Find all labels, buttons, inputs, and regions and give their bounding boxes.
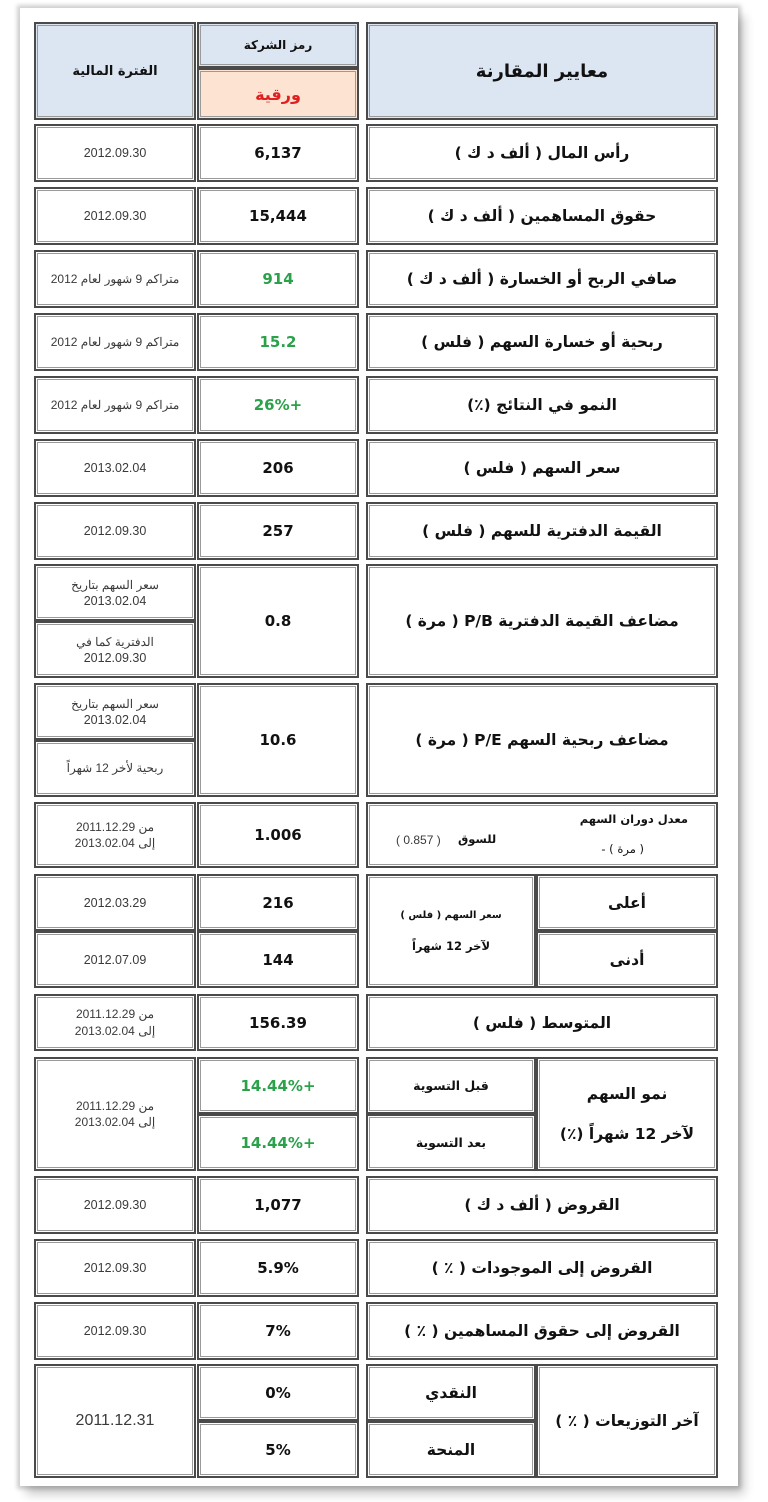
row-period: 2013.02.04 xyxy=(34,439,196,497)
dividends-cash-value: 0% xyxy=(197,1364,359,1421)
row-value: 1,077 xyxy=(197,1176,359,1234)
row-criterion: ربحية أو خسارة السهم ( فلس ) xyxy=(366,313,718,371)
low-date: 2012.07.09 xyxy=(34,931,196,988)
row-period: متراكم 9 شهور لعام 2012 xyxy=(34,313,196,371)
pe-period-earnings: ربحية لأخر 12 شهراً xyxy=(34,740,196,797)
growth-before-label: قبل التسوية xyxy=(366,1057,536,1114)
row-criterion: القروض إلى الموجودات ( ٪ ) xyxy=(366,1239,718,1297)
price-range-group: سعر السهم ( فلس ) لآخر 12 شهراً xyxy=(366,874,536,988)
growth-before-value: 14.44%+ xyxy=(197,1057,359,1114)
comparison-sheet xyxy=(20,8,738,1486)
average-criterion: المتوسط ( فلس ) xyxy=(366,994,718,1051)
dividends-title: آخر التوزيعات ( ٪ ) xyxy=(536,1364,718,1478)
growth-period: من 2011.12.29 إلى 2013.02.04 xyxy=(34,1057,196,1171)
row-criterion: القروض ( ألف د ك ) xyxy=(366,1176,718,1234)
row-value: 206 xyxy=(197,439,359,497)
row-period: 2012.09.30 xyxy=(34,1176,196,1234)
row-value: 5.9% xyxy=(197,1239,359,1297)
row-period: 2012.09.30 xyxy=(34,187,196,245)
high-date: 2012.03.29 xyxy=(34,874,196,931)
pb-value: 0.8 xyxy=(197,564,359,678)
turnover-value: 1.006 xyxy=(197,802,359,868)
row-criterion: سعر السهم ( فلس ) xyxy=(366,439,718,497)
dividends-period: 2011.12.31 xyxy=(34,1364,196,1478)
row-criterion: القيمة الدفترية للسهم ( فلس ) xyxy=(366,502,718,560)
period-header: الفترة المالية xyxy=(34,22,196,120)
average-value: 156.39 xyxy=(197,994,359,1051)
dividends-bonus-value: 5% xyxy=(197,1421,359,1478)
row-criterion: القروض إلى حقوق المساهمين ( ٪ ) xyxy=(366,1302,718,1360)
company-code-label: رمز الشركة xyxy=(197,22,359,68)
turnover-period: من 2011.12.29 إلى 2013.02.04 xyxy=(34,802,196,868)
high-label: أعلى xyxy=(536,874,718,931)
pb-period-price: سعر السهم بتاريخ 2013.02.04 xyxy=(34,564,196,621)
pe-period-price: سعر السهم بتاريخ 2013.02.04 xyxy=(34,683,196,740)
row-period: 2012.09.30 xyxy=(34,124,196,182)
pe-value: 10.6 xyxy=(197,683,359,797)
row-value: 26%+ xyxy=(197,376,359,434)
growth-after-label: بعد التسوية xyxy=(366,1114,536,1171)
pe-criterion: مضاعف ربحية السهم P/E ( مرة ) xyxy=(366,683,718,797)
turnover-criterion: معدل دوران السهم ( مرة ) - للسوق ( 0.857 ) xyxy=(366,802,718,868)
low-value: 144 xyxy=(197,931,359,988)
pb-criterion: مضاعف القيمة الدفترية P/B ( مرة ) xyxy=(366,564,718,678)
pb-period-book: الدفترية كما في 2012.09.30 xyxy=(34,621,196,678)
row-value: 15.2 xyxy=(197,313,359,371)
row-value: 914 xyxy=(197,250,359,308)
row-period: متراكم 9 شهور لعام 2012 xyxy=(34,250,196,308)
row-period: 2012.09.30 xyxy=(34,502,196,560)
row-value: 15,444 xyxy=(197,187,359,245)
row-value: 6,137 xyxy=(197,124,359,182)
dividends-bonus-label: المنحة xyxy=(366,1421,536,1478)
row-period: 2012.09.30 xyxy=(34,1302,196,1360)
criteria-header: معايير المقارنة xyxy=(366,22,718,120)
company-code: ورقية xyxy=(197,68,359,120)
row-value: 7% xyxy=(197,1302,359,1360)
high-value: 216 xyxy=(197,874,359,931)
low-label: أدنى xyxy=(536,931,718,988)
row-value: 257 xyxy=(197,502,359,560)
row-period: متراكم 9 شهور لعام 2012 xyxy=(34,376,196,434)
growth-title: نمو السهم لآخر 12 شهراً (٪) xyxy=(536,1057,718,1171)
growth-after-value: 14.44%+ xyxy=(197,1114,359,1171)
dividends-cash-label: النقدي xyxy=(366,1364,536,1421)
row-criterion: رأس المال ( ألف د ك ) xyxy=(366,124,718,182)
row-criterion: النمو في النتائج (٪) xyxy=(366,376,718,434)
average-period: من 2011.12.29 إلى 2013.02.04 xyxy=(34,994,196,1051)
row-criterion: حقوق المساهمين ( ألف د ك ) xyxy=(366,187,718,245)
row-period: 2012.09.30 xyxy=(34,1239,196,1297)
row-criterion: صافي الربح أو الخسارة ( ألف د ك ) xyxy=(366,250,718,308)
